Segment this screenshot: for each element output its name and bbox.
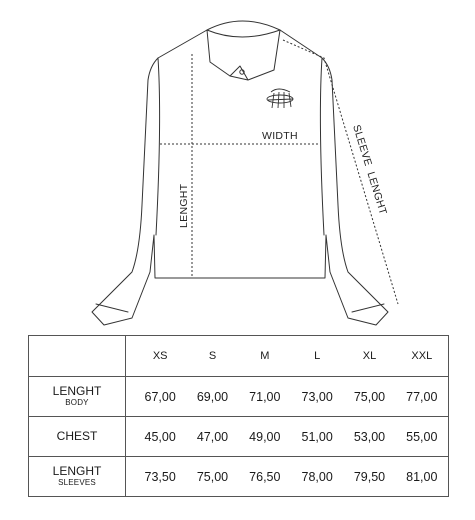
row-label: LENGHT xyxy=(52,384,102,398)
size-header: M xyxy=(260,350,270,362)
table-cell: 76,50 xyxy=(249,469,281,484)
table-header-row xyxy=(29,336,449,377)
table-cell: 69,00 xyxy=(196,389,229,404)
table-cell: 71,00 xyxy=(249,389,281,404)
size-header: S xyxy=(208,350,217,362)
table-cell: 79,50 xyxy=(353,469,386,484)
table-cell: 75,00 xyxy=(196,469,229,484)
table-cell: 45,00 xyxy=(144,429,176,444)
table-cell: 81,00 xyxy=(406,469,438,484)
table-cell: 51,00 xyxy=(301,429,333,444)
size-header: XXL xyxy=(411,350,433,362)
sleeve-length-measure-line xyxy=(283,40,398,304)
right-sleeve-seam xyxy=(320,58,324,235)
length-label: LENGHT xyxy=(178,183,190,228)
table-row xyxy=(29,417,449,457)
size-header: XL xyxy=(362,350,377,362)
table-cell: 73,00 xyxy=(301,389,333,404)
row-label: CHEST xyxy=(56,429,98,443)
jacket-body-outline xyxy=(92,30,388,325)
collar-fold xyxy=(207,30,280,37)
table-cell: 73,50 xyxy=(144,469,176,484)
table-cell: 78,00 xyxy=(301,469,333,484)
row-sublabel: SLEEVES xyxy=(58,478,96,487)
logo-icon xyxy=(267,89,293,108)
size-chart-table xyxy=(28,335,449,497)
table-row xyxy=(29,377,449,417)
table-cell: 53,00 xyxy=(353,429,386,444)
sleeve-length-label: SLEEVE LENGHT xyxy=(350,123,389,217)
size-header: XS xyxy=(152,350,168,362)
table-cell: 75,00 xyxy=(353,389,386,404)
row-label: LENGHT xyxy=(52,464,102,478)
table-cell: 77,00 xyxy=(406,389,438,404)
table-cell: 67,00 xyxy=(144,389,176,404)
table-row xyxy=(29,457,449,497)
header-empty-cell xyxy=(29,336,126,377)
width-label: WIDTH xyxy=(262,130,298,142)
size-header: L xyxy=(314,350,321,362)
table-cell: 55,00 xyxy=(406,429,438,444)
table-cell: 49,00 xyxy=(249,429,281,444)
table-cell: 47,00 xyxy=(196,429,229,444)
left-sleeve-seam xyxy=(156,58,160,235)
row-sublabel: BODY xyxy=(65,398,89,407)
